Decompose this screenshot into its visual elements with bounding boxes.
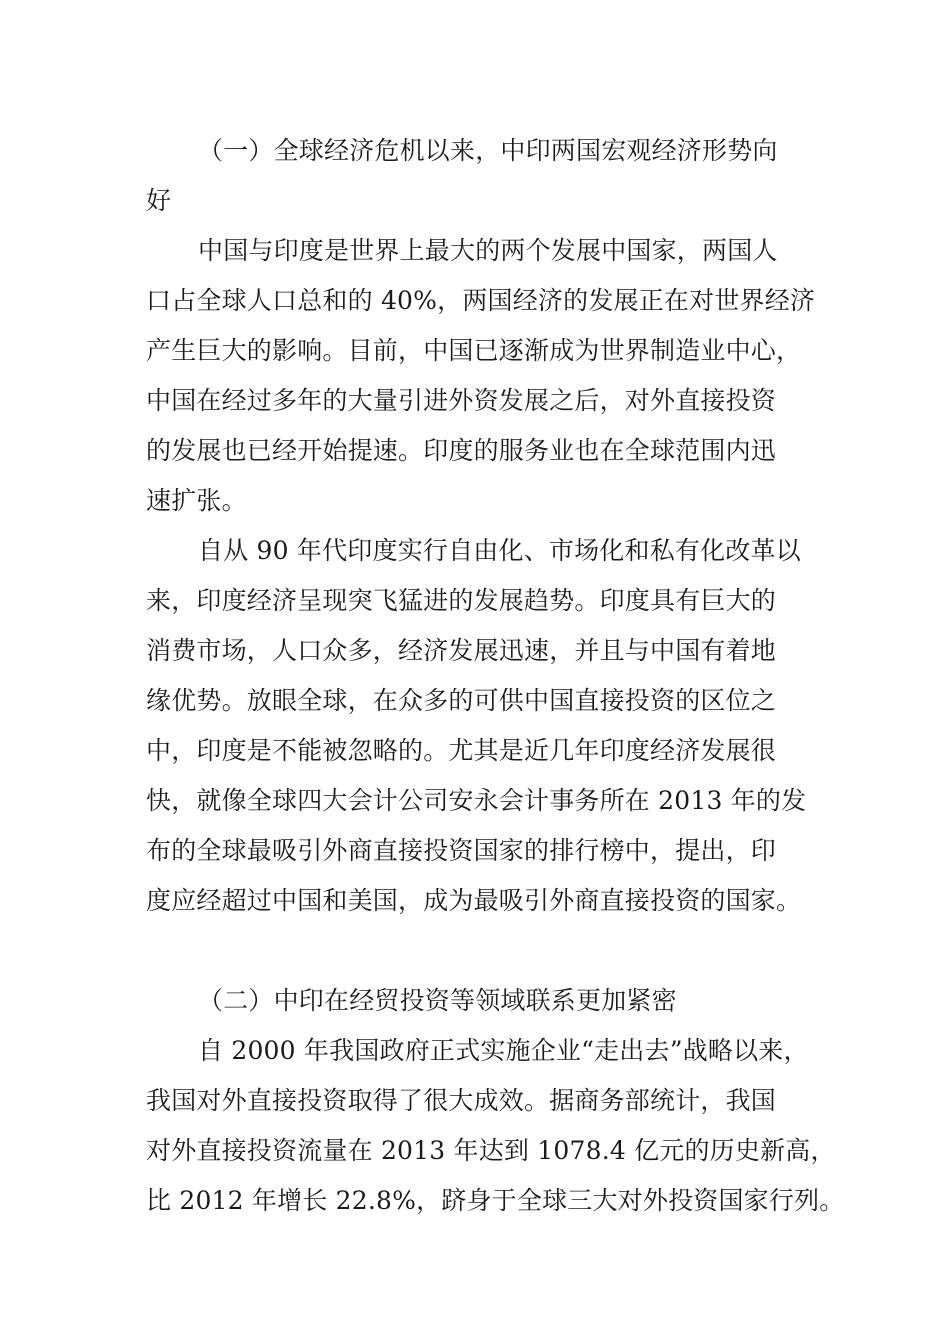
section2-para1-line-1: 自 2000 年我国政府正式实施企业“走出去”战略以来， <box>198 1036 809 1065</box>
section2-heading: （二）中印在经贸投资等领域联系更加紧密 <box>198 986 677 1015</box>
section1-para2-line-4: 缘优势。放眼全球，在众多的可供中国直接投资的区位之 <box>146 686 777 715</box>
section2-para1-line-2: 我国对外直接投资取得了很大成效。据商务部统计，我国 <box>146 1086 777 1115</box>
section1-para1-line-4: 中国在经过多年的大量引进外资发展之后，对外直接投资 <box>146 386 777 415</box>
section1-para2-line-6: 快，就像全球四大会计公司安永会计事务所在 2013 年的发 <box>146 786 807 815</box>
section1-para2-line-5: 中，印度是不能被忽略的。尤其是近几年印度经济发展很 <box>146 736 777 765</box>
section1-para2-line-8: 度应经超过中国和美国，成为最吸引外商直接投资的国家。 <box>146 886 802 915</box>
section1-para1-line-5: 的发展也已经开始提速。印度的服务业也在全球范围内迅 <box>146 436 777 465</box>
section1-para2-line-7: 布的全球最吸引外商直接投资国家的排行榜中，提出，印 <box>146 836 777 865</box>
section1-para2-line-3: 消费市场，人口众多，经济发展迅速，并且与中国有着地 <box>146 636 777 665</box>
section1-para1-line-6: 速扩张。 <box>146 486 247 515</box>
section2-para1-line-3: 对外直接投资流量在 2013 年达到 1078.4 亿元的历史新高， <box>146 1136 836 1165</box>
section1-para1-line-3: 产生巨大的影响。目前，中国已逐渐成为世界制造业中心， <box>146 336 802 365</box>
section1-para2-line-1: 自从 90 年代印度实行自由化、市场化和私有化改革以 <box>198 536 801 565</box>
section1-heading-line-2: 好 <box>146 186 172 215</box>
section2-para1-line-4: 比 2012 年增长 22.8%，跻身于全球三大对外投资国家行列。 <box>146 1186 845 1215</box>
section1-para1-line-2: 口占全球人口总和的 40%，两国经济的发展正在对世界经济 <box>146 286 816 315</box>
section1-para1-line-1: 中国与印度是世界上最大的两个发展中国家，两国人 <box>198 236 778 265</box>
section1-para2-line-2: 来，印度经济呈现突飞猛进的发展趋势。印度具有巨大的 <box>146 586 777 615</box>
section1-heading-line-1: （一）全球经济危机以来，中印两国宏观经济形势向 <box>198 136 778 165</box>
